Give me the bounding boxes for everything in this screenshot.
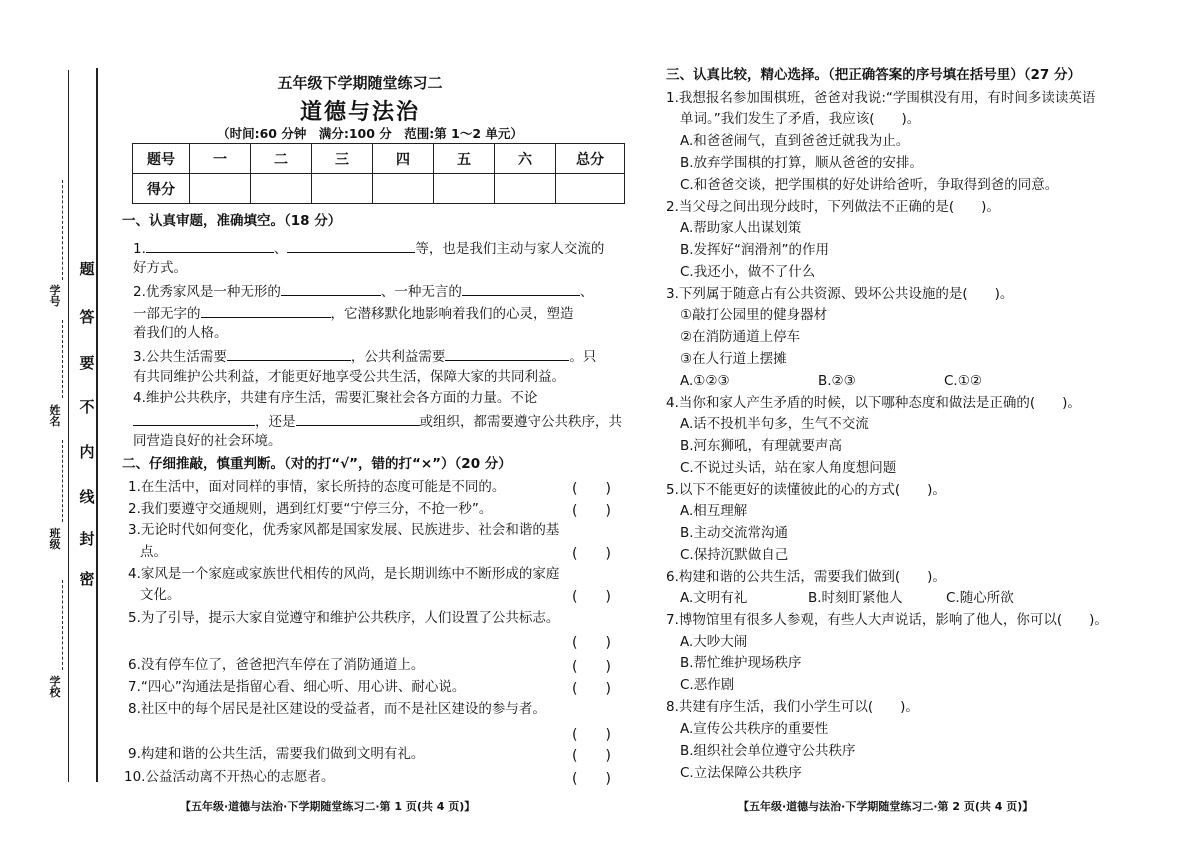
judge-question: 4.家风是一个家庭或家族世代相传的风尚，是长期训练中不断形成的家庭 [128, 566, 560, 582]
choice-option[interactable]: B.放弃学围棋的打算，顺从爸爸的安排。 [680, 155, 924, 171]
question-text: 或组织，都需要遵守公共秩序，共 [419, 414, 622, 430]
page-2-footer: 【五年级·道德与法治·下学期随堂练习二·第 2 页(共 4 页)】 [738, 800, 1034, 813]
score-table-score-row [133, 174, 625, 204]
seal-char: 不 [79, 398, 95, 416]
seal-char: 封 [79, 530, 95, 548]
question-1-line [133, 238, 604, 258]
seal-char: 题 [79, 260, 95, 278]
answer-paren[interactable]: ( ) [572, 481, 611, 497]
choice-option[interactable]: A.宣传公共秩序的重要性 [680, 721, 829, 737]
choice-option[interactable]: B.组织社会单位遵守公共秩序 [680, 743, 856, 759]
choice-question: 7.博物馆里有很多人参观，有些人大声说话，影响了他人，你可以( )。 [666, 612, 1108, 628]
choice-option[interactable]: A.相互理解 [680, 503, 748, 519]
question-4-cont: 同营造良好的社会环境。 [133, 433, 282, 449]
question-text: 。只 [569, 349, 597, 365]
score-table-header-cell: 一 [190, 144, 251, 174]
blank-class[interactable] [62, 440, 64, 522]
choice-option[interactable]: A.文明有礼 [680, 590, 748, 606]
choice-option[interactable]: C.立法保障公共秩序 [680, 765, 802, 781]
score-table-header-cell: 四 [373, 144, 434, 174]
seal-char: 密 [79, 570, 95, 588]
answer-paren[interactable]: ( ) [572, 503, 611, 519]
answer-paren[interactable]: ( ) [572, 727, 611, 743]
question-text: 2.优秀家风是一种无形的 [133, 284, 281, 300]
question-1-cont: 好方式。 [133, 260, 187, 276]
exam-title: 五年级下学期随堂练习二 [277, 74, 443, 92]
question-text: 、一种无言的 [380, 284, 462, 300]
seal-char: 线 [79, 488, 95, 506]
answer-paren[interactable]: ( ) [572, 681, 611, 697]
score-cell[interactable] [495, 174, 556, 204]
choice-option[interactable]: B.河东狮吼，有理就要声高 [680, 438, 843, 454]
score-table-header-cell: 总分 [556, 144, 625, 174]
score-table-header-row [133, 144, 625, 174]
choice-option[interactable]: C.随心所欲 [946, 590, 1014, 606]
judge-question: 10.公益活动离不开热心的志愿者。 [124, 769, 335, 785]
binding-label-name: 姓名 [49, 404, 61, 428]
choice-option[interactable]: C.和爸爸交谈，把学围棋的好处讲给爸听，争取得到爸的同意。 [680, 177, 1059, 193]
question-text: ，它潜移默化地影响着我们的心灵，塑造 [330, 306, 574, 322]
statement-item: ①敲打公园里的健身器材 [680, 307, 828, 323]
choice-question: 3.下列属于随意占有公共资源、毁坏公共设施的是( )。 [666, 286, 1014, 302]
fill-blank[interactable] [227, 346, 351, 361]
question-text: 3.公共生活需要 [133, 349, 227, 365]
score-row-label: 得分 [133, 174, 190, 204]
binding-label-school: 学校 [49, 675, 61, 699]
choice-question: 5.以下不能更好的读懂彼此的心的方式( )。 [666, 482, 946, 498]
binding-line-inner [96, 68, 98, 782]
choice-question-cont: 单词。”我们发生了矛盾，我应该( )。 [680, 111, 921, 127]
score-table-header-cell: 题号 [133, 144, 190, 174]
fill-blank[interactable] [146, 238, 274, 253]
binding-label-student-id: 学号 [49, 284, 61, 308]
subject-title: 道德与法治 [299, 100, 420, 125]
choice-option[interactable]: C.不说过头话，站在家人角度想问题 [680, 460, 897, 476]
judge-question: 1.在生活中，面对同样的事情，家长所持的态度可能是不同的。 [128, 479, 506, 495]
section-2-title: 二、仔细推敲，慎重判断。（对的打“√”，错的打“×”）（20 分） [122, 456, 512, 472]
score-cell[interactable] [251, 174, 312, 204]
question-4-cont [133, 411, 622, 431]
fill-blank[interactable] [201, 303, 331, 318]
choice-option[interactable]: B.发挥好“润滑剂”的作用 [680, 242, 830, 258]
exam-info: （时间:60 分钟 满分:100 分 范围:第 1～2 单元） [217, 126, 523, 141]
fill-blank[interactable] [462, 281, 580, 296]
score-table [132, 143, 625, 204]
blank-name[interactable] [62, 320, 64, 398]
choice-option[interactable]: A.话不投机半句多，生气不交流 [680, 416, 869, 432]
choice-option[interactable]: B.主动交流常沟通 [680, 525, 789, 541]
answer-paren[interactable]: ( ) [572, 771, 611, 787]
score-cell[interactable] [373, 174, 434, 204]
seal-char: 要 [79, 354, 95, 372]
judge-question: 2.我们要遵守交通规则，遇到红灯要“宁停三分，不抢一秒”。 [128, 501, 493, 517]
question-2-line: 2.优秀家风是一种无形的 、一种无言的 、 [133, 281, 593, 301]
question-3-cont: 有共同维护公共利益，才能更好地享受公共生活，保障大家的共同利益。 [133, 369, 565, 385]
choice-option[interactable]: B.时刻盯紧他人 [808, 590, 903, 606]
choice-question: 4.当你和家人产生矛盾的时候，以下哪种态度和做法是正确的( )。 [666, 395, 1081, 411]
question-text: ，还是 [255, 414, 296, 430]
question-4-line: 4.维护公共秩序，共建有序生活，需要汇聚社会各方面的力量。不论 [133, 390, 538, 406]
answer-paren[interactable]: ( ) [572, 635, 611, 651]
score-table-header-cell: 二 [251, 144, 312, 174]
choice-question: 8.共建有序生活，我们小学生可以( )。 [666, 699, 919, 715]
choice-option[interactable]: A.①②③ [680, 373, 730, 389]
score-cell[interactable] [556, 174, 625, 204]
fill-blank[interactable] [296, 411, 420, 426]
answer-paren[interactable]: ( ) [572, 659, 611, 675]
answer-paren[interactable]: ( ) [572, 748, 611, 764]
score-table-header-cell: 六 [495, 144, 556, 174]
choice-question: 2.当父母之间出现分歧时，下列做法不正确的是( )。 [666, 199, 1000, 215]
choice-question: 6.构建和谐的公共生活，需要我们做到( )。 [666, 569, 946, 585]
blank-school[interactable] [62, 580, 64, 670]
fill-blank[interactable] [287, 238, 415, 253]
section-3-title: 三、认真比较，精心选择。（把正确答案的序号填在括号里）（27 分） [666, 67, 1081, 83]
judge-question: 6.没有停车位了，爸爸把汽车停在了消防通道上。 [128, 657, 425, 673]
fill-blank[interactable] [133, 411, 255, 426]
score-cell[interactable] [434, 174, 495, 204]
binding-line-outer [68, 70, 69, 782]
choice-option[interactable]: B.帮忙维护现场秩序 [680, 655, 802, 671]
score-cell[interactable] [190, 174, 251, 204]
score-cell[interactable] [312, 174, 373, 204]
judge-question: 9.构建和谐的公共生活，需要我们做到文明有礼。 [128, 746, 425, 762]
choice-option[interactable]: C.我还小，做不了什么 [680, 264, 816, 280]
answer-paren[interactable]: ( ) [572, 546, 611, 562]
choice-option[interactable]: C.恶作剧 [680, 677, 735, 693]
question-text: 一部无字的 [133, 306, 201, 322]
question-text: 、 [273, 241, 288, 257]
choice-option[interactable]: A.和爸爸闹气，直到爸爸迁就我为止。 [680, 133, 910, 149]
statement-item: ②在消防通道上停车 [680, 329, 801, 345]
choice-option[interactable]: B.②③ [818, 373, 856, 389]
judge-question-cont: 文化。 [140, 587, 181, 603]
score-table-header-cell: 三 [312, 144, 373, 174]
question-2-cont [133, 303, 574, 323]
judge-question: 7.“四心”沟通法是指留心看、细心听、用心讲、耐心说。 [128, 679, 466, 695]
judge-question: 3.无论时代如何变化，优秀家风都是国家发展、民族进步、社会和谐的基 [128, 522, 560, 538]
judge-question-cont: 点。 [140, 544, 167, 560]
fill-blank[interactable] [281, 281, 381, 296]
judge-question: 5.为了引导，提示大家自觉遵守和维护公共秩序，人们设置了公共标志。 [128, 610, 560, 626]
choice-question: 1.我想报名参加围棋班，爸爸对我说:“学围棋没有用，有时间多读读英语 [666, 90, 1096, 106]
choice-option[interactable]: C.①② [944, 373, 982, 389]
page-1-footer: 【五年级·道德与法治·下学期随堂练习二·第 1 页(共 4 页)】 [180, 800, 476, 813]
question-text: 1. [133, 241, 146, 257]
question-3-line [133, 346, 596, 366]
choice-option[interactable]: C.保持沉默做自己 [680, 547, 789, 563]
choice-option[interactable]: A.大吵大闹 [680, 634, 748, 650]
score-table-header-cell: 五 [434, 144, 495, 174]
question-text: ，公共利益需要 [350, 349, 446, 365]
choice-option[interactable]: A.帮助家人出谋划策 [680, 220, 802, 236]
judge-question: 8.社区中的每个居民是社区建设的受益者，而不是社区建设的参与者。 [128, 701, 546, 717]
binding-label-class: 班级 [49, 527, 61, 551]
question-2-cont: 着我们的人格。 [133, 325, 228, 341]
blank-student-id[interactable] [62, 180, 64, 280]
answer-paren[interactable]: ( ) [572, 589, 611, 605]
seal-char: 内 [79, 443, 95, 461]
statement-item: ③在人行道上摆摊 [680, 351, 787, 367]
seal-char: 答 [79, 308, 95, 326]
fill-blank[interactable] [445, 346, 569, 361]
section-1-title: 一、认真审题，准确填空。（18 分） [122, 213, 342, 229]
question-text: 等，也是我们主动与家人交流的 [415, 241, 605, 257]
